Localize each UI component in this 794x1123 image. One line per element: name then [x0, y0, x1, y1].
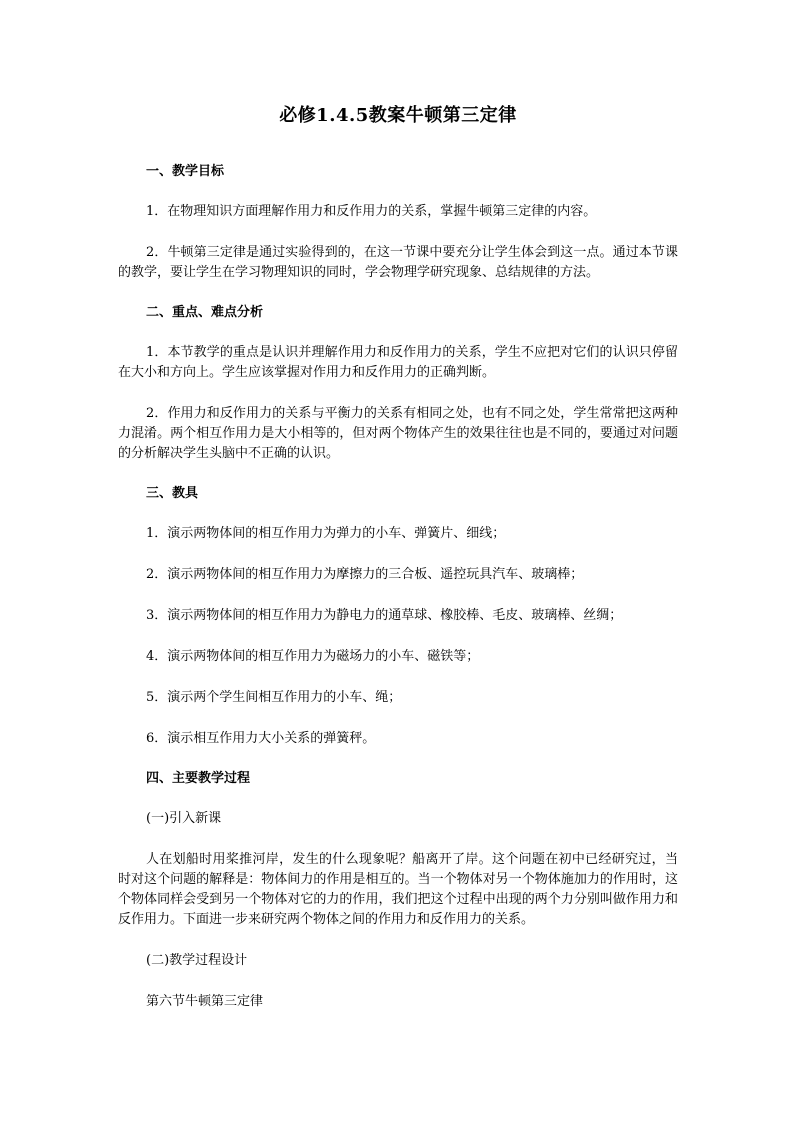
section-teaching-objectives	[118, 163, 678, 283]
list-item: 2．演示两物体间的相互作用力为摩擦力的三合板、遥控玩具汽车、玻璃棒；	[146, 567, 584, 582]
document-page	[118, 103, 678, 1033]
subheading: (二)教学过程设计	[146, 953, 248, 968]
list-item: 1．演示两物体间的相互作用力为弹力的小车、弹簧片、细线；	[146, 526, 506, 541]
list-item: 5．演示两个学生间相互作用力的小车、绳；	[146, 690, 402, 705]
section-heading: 四、主要教学过程	[146, 771, 251, 786]
list-item: 3．演示两物体间的相互作用力为静电力的通草球、橡胶棒、毛皮、玻璃棒、丝绸；	[146, 608, 623, 623]
section-key-points	[118, 304, 678, 464]
section-heading: 二、重点、难点分析	[146, 305, 264, 320]
paragraph: 人在划船时用桨推河岸，发生的什么现象呢？船离开了岸。这个问题在初中已经研究过，当时对这个问题的解释是：物体间力的作用是相互的。当一个物体对另一个物体施加力的作用时，这个物体同样会受到另一个物体对它的力的作用，我们把这个过程中出现的两个力分别叫做作用力和反作用力。下面进一步来研究两个物体之间的作用力和反作用力的关系。	[118, 852, 678, 927]
paragraph: 1．本节教学的重点是认识并理解作用力和反作用力的关系，学生不应把对它们的认识只停留在大小和方向上。学生应该掌握对作用力和反作用力的正确判断。	[118, 345, 678, 380]
list-item: 6．演示相互作用力大小关系的弹簧秤。	[146, 731, 376, 746]
subheading: (一)引入新课	[146, 811, 222, 826]
section-teaching-process	[118, 770, 678, 1012]
document-title: 必修1.4.5教案牛顿第三定律	[279, 105, 517, 126]
paragraph: 1．在物理知识方面理解作用力和反作用力的关系，掌握牛顿第三定律的内容。	[146, 204, 597, 219]
paragraph: 2．牛顿第三定律是通过实验得到的，在这一节课中要充分让学生体会到这一点。通过本节课的教学，要让学生在学习物理知识的同时，学会物理学研究现象、总结规律的方法。	[118, 245, 678, 280]
section-heading: 三、教具	[146, 486, 199, 501]
paragraph: 第六节牛顿第三定律	[146, 994, 264, 1009]
section-teaching-aids	[118, 485, 678, 749]
section-heading: 一、教学目标	[146, 164, 225, 179]
list-item: 4．演示两物体间的相互作用力为磁场力的小车、磁铁等；	[146, 649, 480, 664]
paragraph: 2．作用力和反作用力的关系与平衡力的关系有相同之处，也有不同之处，学生常常把这两种力混淆。两个相互作用力是大小相等的，但对两个物体产生的效果往往也是不同的，要通过对问题的分析解决学生头脑中不正确的认识。	[118, 406, 678, 461]
